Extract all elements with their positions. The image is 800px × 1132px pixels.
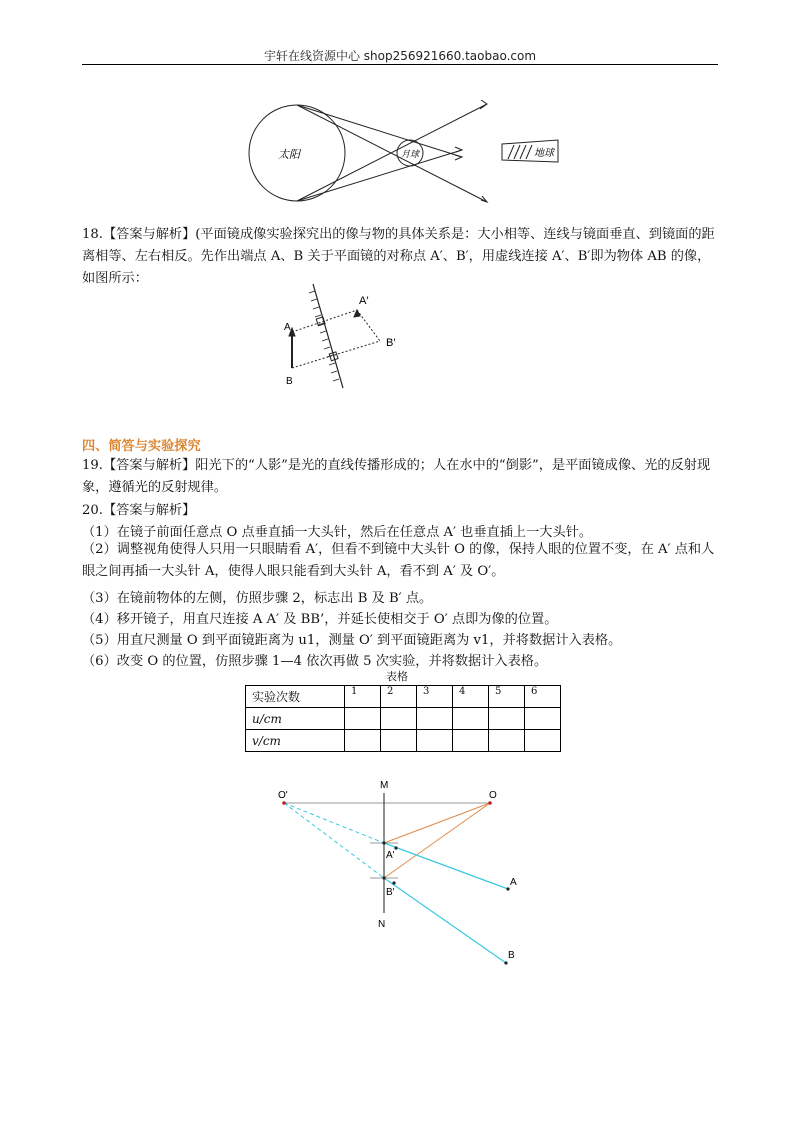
table-cell (525, 730, 561, 752)
table-cell (525, 708, 561, 730)
label-a: A (510, 877, 517, 888)
sun-label: 太阳 (278, 149, 300, 161)
cyan-dashed-a (284, 803, 384, 843)
table-cell (489, 708, 525, 730)
table-header-cell: 实验次数 (246, 686, 345, 708)
label-a: A (284, 322, 291, 333)
q20-step2: （2）调整视角使得人只用一只眼睛看 A′，但看不到镜中大头针 O 的像，保持人眼的位置不变，在 A′ 点和人眼之间再插一大头针 A，使得人眼只能看到大头针 A，看不到 A′ 及 O′。 (82, 542, 715, 579)
q19-answer: 19.【答案与解析】阳光下的“人影”是光的直线传播形成的；人在水中的“倒影”，是平面镜成像、光的反射现象，遵循光的反射规律。 (82, 458, 711, 495)
q20-step4: （4）移开镜子，用直尺连接 A A′ 及 BB’，并延长使相交于 O′ 点即为像的位置。 (82, 612, 558, 627)
table-header-cell: 1 (345, 686, 381, 708)
q20-step6: （6）改变 O 的位置，仿照步骤 1—4 依次再做 5 次实验，并将数据计入表格。 (82, 654, 548, 669)
cyan-ray-a (384, 843, 508, 889)
table-caption: 表格 (386, 670, 408, 683)
orange-ray-a (384, 803, 490, 843)
section-title: 四、简答与实验探究 (82, 439, 201, 454)
orange-ray-b (384, 803, 490, 878)
earth-label: 地球 (534, 148, 554, 159)
table-cell (345, 730, 381, 752)
label-n: N (378, 919, 386, 930)
mirror-image-diagram (280, 284, 410, 394)
table-cell (489, 730, 525, 752)
label-b-prime: B' (386, 887, 395, 898)
table-header-cell: 2 (381, 686, 417, 708)
data-table (245, 685, 561, 752)
table-header-cell: 4 (453, 686, 489, 708)
q20-step3: （3）在镜前物体的左侧，仿照步骤 2，标志出 B 及 B′ 点。 (82, 591, 433, 606)
table-row (246, 708, 561, 730)
label-a-prime: A' (386, 850, 395, 861)
q20-step5: （5）用直尺测量 O 到平面镜距离为 u1，测量 O′ 到平面镜距离为 v1，并将数据计入表格。 (82, 633, 622, 648)
table-header-cell: 3 (417, 686, 453, 708)
eclipse-diagram (240, 100, 560, 210)
table-header-row (246, 686, 561, 708)
cyan-dashed-b (284, 803, 384, 878)
table-row-label: v/cm (246, 730, 345, 752)
cyan-ray-b (384, 878, 506, 963)
label-a-prime: A′ (359, 295, 369, 307)
table-row (246, 730, 561, 752)
label-b-prime: B′ (386, 337, 396, 349)
label-b: B (508, 950, 515, 961)
header-divider (82, 64, 718, 65)
table-cell (417, 708, 453, 730)
mirror-line (313, 284, 343, 388)
table-cell (381, 730, 417, 752)
moon-label: 月球 (401, 149, 420, 159)
table-cell (453, 730, 489, 752)
label-o-prime: O' (278, 790, 288, 801)
experiment-diagram (270, 775, 540, 975)
table-cell (453, 708, 489, 730)
q20-title: 20.【答案与解析】 (82, 503, 196, 518)
table-row-label: u/cm (246, 708, 345, 730)
page-header: 宇轩在线资源中心 shop256921660.taobao.com (263, 49, 537, 63)
q20-step1: （1）在镜子前面任意点 O 点垂直插一大头针，然后在任意点 A′ 也垂直插上一大头针。 (82, 525, 593, 540)
q18-answer: 18.【答案与解析】(平面镜成像实验探究出的像与物的具体关系是：大小相等、连线与镜面垂直、到镜面的距离相等、左右相反。先作出端点 A、B 关于平面镜的对称点 A′、B′，用虚线连接 A′、B′即为物体 AB 的像，如图所示： (82, 227, 715, 286)
table-cell (417, 730, 453, 752)
label-b: B (286, 376, 293, 387)
table-header-cell: 5 (489, 686, 525, 708)
table-cell (381, 708, 417, 730)
label-m: M (380, 780, 389, 791)
label-o: O (489, 790, 497, 801)
table-header-cell: 6 (525, 686, 561, 708)
table-cell (345, 708, 381, 730)
